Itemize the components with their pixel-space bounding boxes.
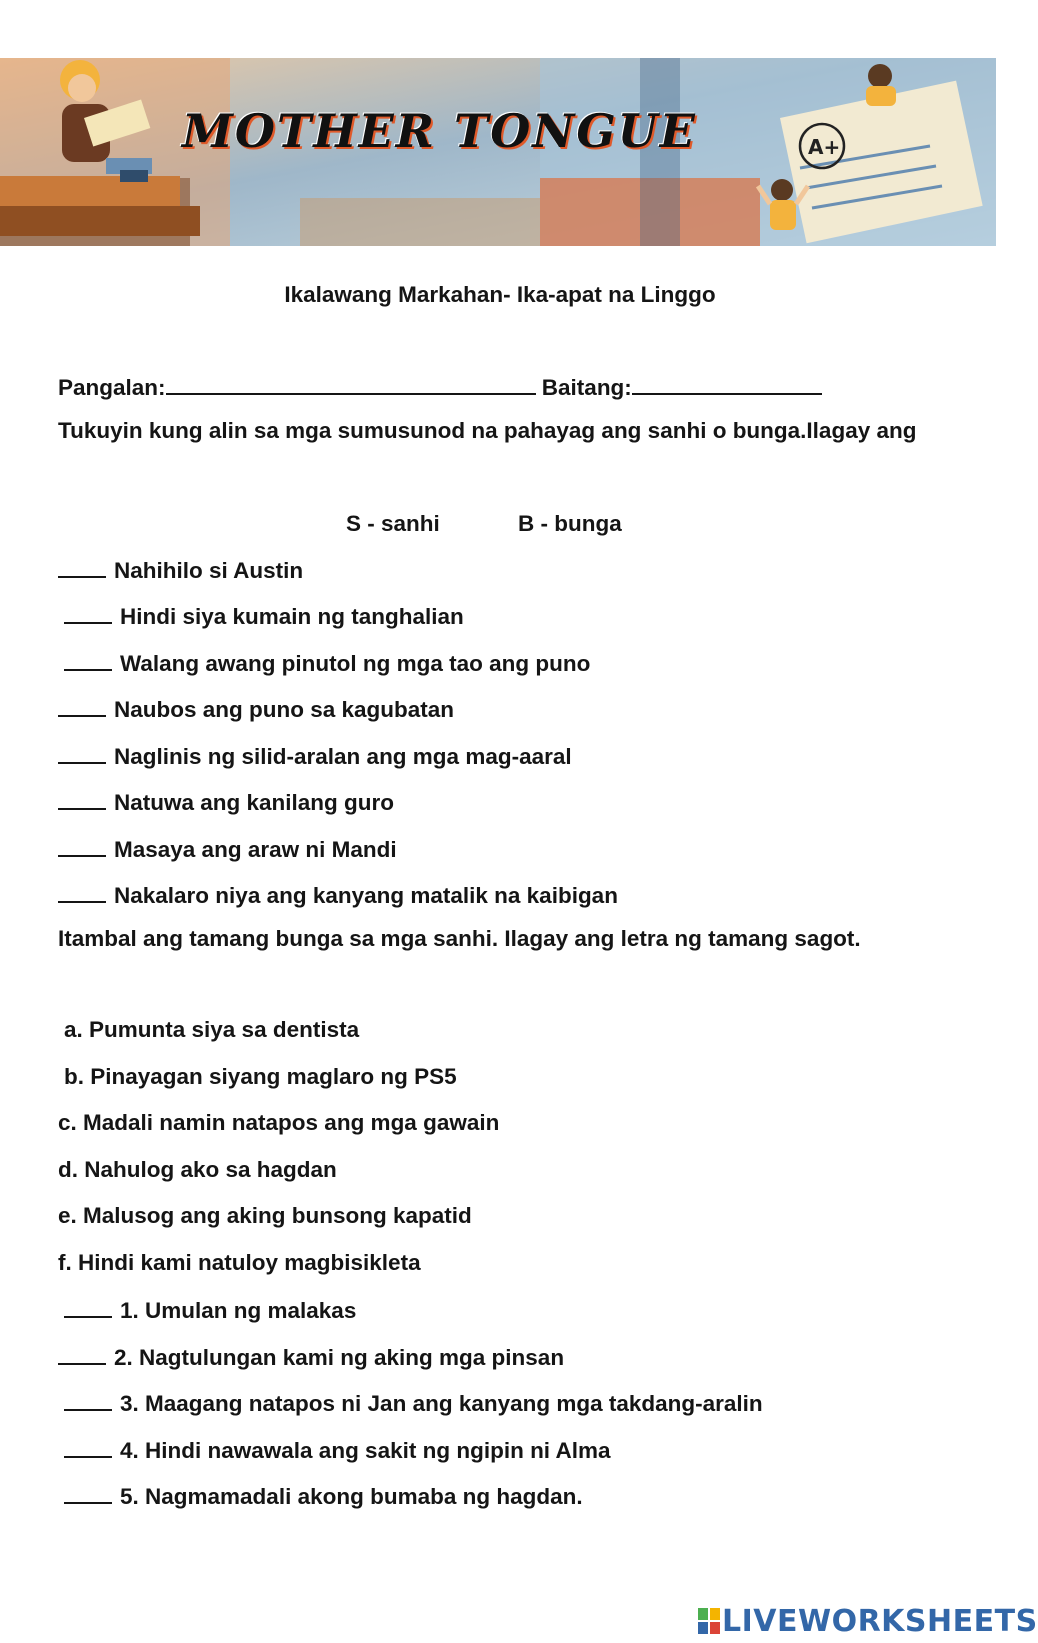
choice-item: c. Madali namin natapos ang mga gawain bbox=[58, 1110, 500, 1135]
list-item bbox=[64, 1385, 763, 1421]
list-item bbox=[58, 877, 618, 913]
key-sanhi: S - sanhi bbox=[346, 511, 440, 536]
item-text: Nahihilo si Austin bbox=[114, 558, 304, 583]
list-item bbox=[64, 1292, 356, 1328]
choice-item: d. Nahulog ako sa hagdan bbox=[58, 1157, 337, 1182]
item-text: Masaya ang araw ni Mandi bbox=[114, 837, 397, 862]
choice-item: e. Malusog ang aking bunsong kapatid bbox=[58, 1203, 472, 1228]
answer-blank[interactable] bbox=[58, 738, 106, 764]
answer-blank[interactable] bbox=[58, 1339, 106, 1365]
answer-blank[interactable] bbox=[64, 598, 112, 624]
choice-item: a. Pumunta siya sa dentista bbox=[64, 1017, 360, 1042]
liveworksheets-logo bbox=[698, 1604, 1038, 1639]
answer-blank[interactable] bbox=[64, 1478, 112, 1504]
header-banner bbox=[0, 58, 996, 246]
footer-brand: LIVEWORKSHEETS bbox=[722, 1604, 1038, 1639]
choice-item: b. Pinayagan siyang maglaro ng PS5 bbox=[64, 1064, 457, 1089]
item-text: 1. Umulan ng malakas bbox=[120, 1298, 357, 1323]
book-stack-icon bbox=[0, 176, 180, 206]
grade-blank[interactable] bbox=[632, 369, 822, 395]
list-item bbox=[64, 1432, 611, 1468]
item-text: Natuwa ang kanilang guro bbox=[114, 790, 395, 815]
name-blank[interactable] bbox=[166, 369, 536, 395]
answer-blank[interactable] bbox=[64, 645, 112, 671]
answer-blank[interactable] bbox=[58, 877, 106, 903]
answer-blank[interactable] bbox=[64, 1385, 112, 1411]
part1-instructions: Tukuyin kung alin sa mga sumusunod na pahayag ang sanhi o bunga.Ilagay ang bbox=[58, 418, 917, 443]
answer-blank[interactable] bbox=[64, 1292, 112, 1318]
list-item bbox=[58, 831, 397, 867]
list-item bbox=[64, 645, 590, 681]
item-text: Naubos ang puno sa kagubatan bbox=[114, 697, 455, 722]
answer-blank[interactable] bbox=[64, 1432, 112, 1458]
list-item bbox=[64, 598, 464, 634]
item-text: 5. Nagmamadali akong bumaba ng hagdan. bbox=[120, 1484, 583, 1509]
list-item bbox=[58, 691, 454, 727]
list-item bbox=[64, 1478, 583, 1514]
name-label: Pangalan: bbox=[58, 375, 166, 400]
banner-title: MOTHER TONGUE bbox=[182, 104, 697, 158]
item-text: Hindi siya kumain ng tanghalian bbox=[120, 604, 464, 629]
item-text: Nakalaro niya ang kanyang matalik na kaibigan bbox=[114, 883, 618, 908]
answer-blank[interactable] bbox=[58, 552, 106, 578]
list-item bbox=[58, 738, 572, 774]
list-item bbox=[58, 1339, 564, 1375]
page-subtitle: Ikalawang Markahan- Ika-apat na Linggo bbox=[284, 282, 716, 307]
grade-label: Baitang: bbox=[541, 375, 632, 400]
key-bunga: B - bunga bbox=[518, 511, 622, 536]
grade-badge: A+ bbox=[808, 135, 841, 159]
answer-blank[interactable] bbox=[58, 691, 106, 717]
choice-item: f. Hindi kami natuloy magbisikleta bbox=[58, 1250, 421, 1275]
list-item bbox=[58, 784, 394, 820]
answer-blank[interactable] bbox=[58, 831, 106, 857]
item-text: Walang awang pinutol ng mga tao ang puno bbox=[120, 651, 591, 676]
name-field bbox=[58, 369, 822, 405]
part2-instructions: Itambal ang tamang bunga sa mga sanhi. Ilagay ang letra ng tamang sagot. bbox=[58, 926, 861, 951]
item-text: 3. Maagang natapos ni Jan ang kanyang mga takdang-aralin bbox=[120, 1391, 763, 1416]
item-text: Naglinis ng silid-aralan ang mga mag-aaral bbox=[114, 744, 572, 769]
answer-blank[interactable] bbox=[58, 784, 106, 810]
item-text: 4. Hindi nawawala ang sakit ng ngipin ni Alma bbox=[120, 1438, 611, 1463]
list-item bbox=[58, 552, 303, 588]
item-text: 2. Nagtulungan kami ng aking mga pinsan bbox=[114, 1345, 565, 1370]
liveworksheets-logo-icon bbox=[698, 1608, 722, 1636]
